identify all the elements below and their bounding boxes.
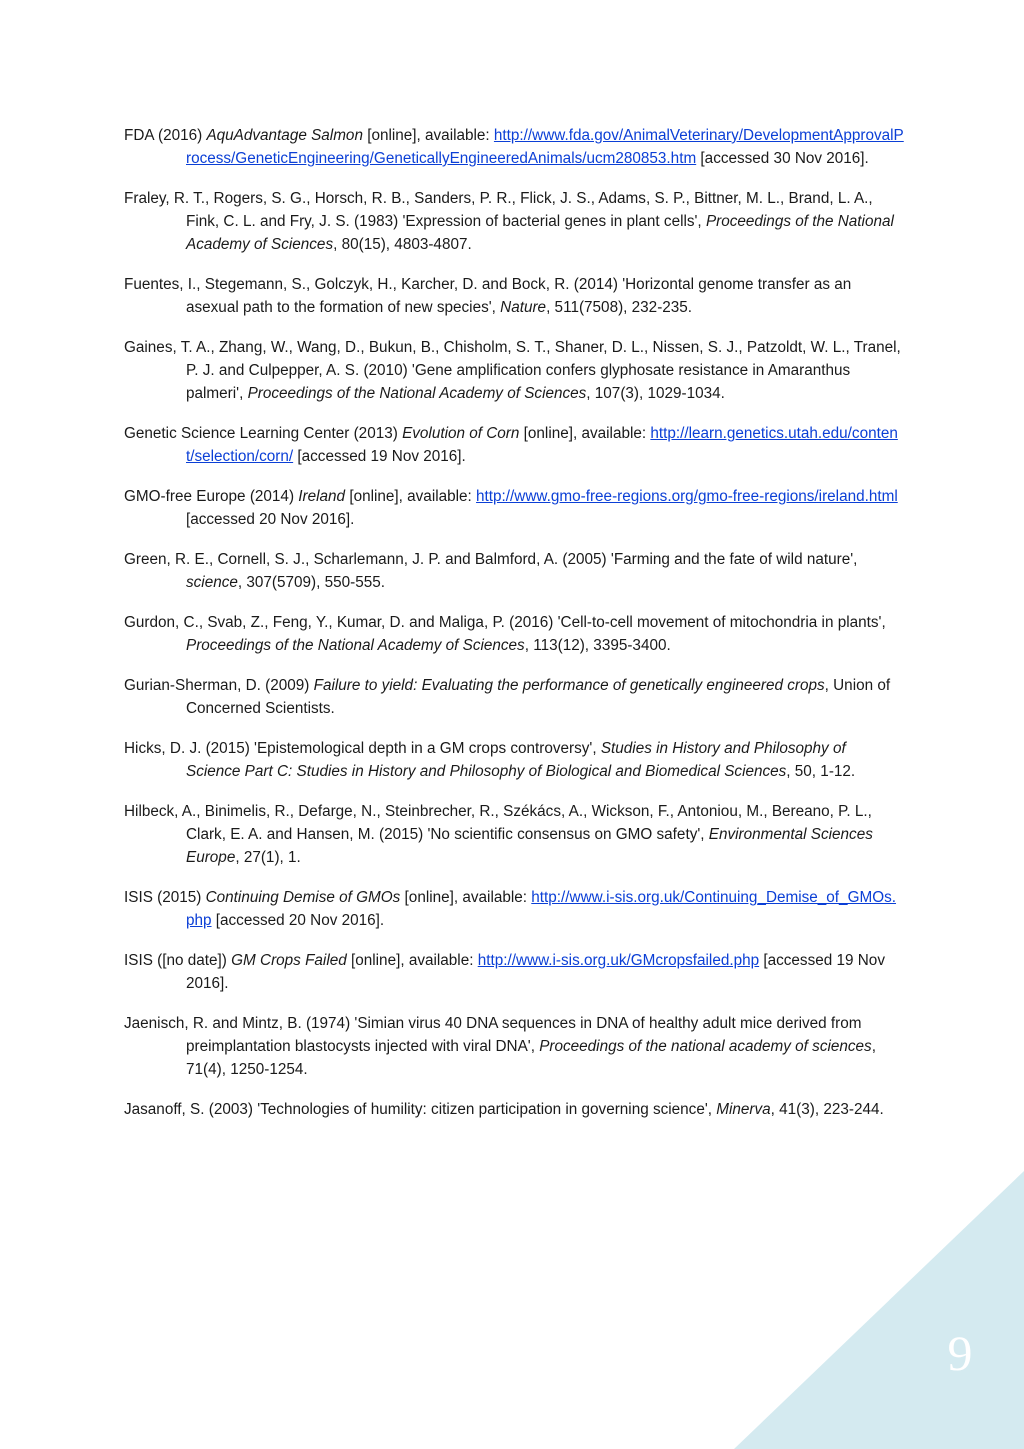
reference-title: Evolution of Corn [402,425,520,442]
reference-text: ISIS (2015) [124,889,206,906]
reference-text: , 41(3), 223-244. [770,1101,884,1118]
reference-text: Fuentes, I., Stegemann, S., Golczyk, H., Karcher, D. and Bock, R. (2014) 'Horizontal genome transfer as an asexual path to the formation of new species', [124,276,852,316]
reference-text: , 107(3), 1029-1034. [586,385,725,402]
reference-title: GM Crops Failed [231,952,347,969]
reference-text: Genetic Science Learning Center (2013) [124,425,403,442]
reference-title: Proceedings of the National Academy of Sciences [247,385,587,402]
reference-entry [124,800,904,869]
reference-link[interactable]: http://www.fda.gov/AnimalVeterinary/DevelopmentApprovalProcess/GeneticEngineering/GeneticallyEngineeredAnimals/ucm280853.htm [186,127,904,167]
reference-text: Gurian-Sherman, D. (2009) [124,677,314,694]
reference-entry [124,611,904,657]
reference-entry [124,737,904,783]
reference-text: [accessed 20 Nov 2016]. [211,912,385,929]
reference-text: FDA (2016) [124,127,207,144]
reference-text: Fraley, R. T., Rogers, S. G., Horsch, R. B., Sanders, P. R., Flick, J. S., Adams, S. P., Bittner, M. L., Brand, L. A., Fink, C. L. and Fry, J. S. (1983) 'Expression of bacterial genes in plant cells', [124,190,873,230]
reference-entry [124,548,904,594]
reference-text: Hilbeck, A., Binimelis, R., Defarge, N., Steinbrecher, R., Székács, A., Wickson, F., Antoniou, M., Bereano, P. L., Clark, E. A. and Hansen, M. (2015) 'No scientific consensus on GMO safety', [124,803,872,843]
reference-text: , 27(1), 1. [235,849,301,866]
reference-title: Proceedings of the National Academy of Sciences [186,213,894,253]
reference-text: Green, R. E., Cornell, S. J., Scharlemann, J. P. and Balmford, A. (2005) 'Farming and the fate of wild nature', [124,551,858,568]
reference-entry [124,886,904,932]
reference-list [124,124,904,1138]
reference-entry [124,336,904,405]
reference-text: Gurdon, C., Svab, Z., Feng, Y., Kumar, D. and Maliga, P. (2016) 'Cell-to-cell movement of mitochondria in plants', [124,614,886,631]
reference-text: [accessed 20 Nov 2016]. [186,511,355,528]
reference-entry [124,485,904,531]
reference-text: Jaenisch, R. and Mintz, B. (1974) 'Simian virus 40 DNA sequences in DNA of healthy adult mice derived from preimplantation blastocysts injected with viral DNA', [124,1015,862,1055]
reference-text: [online], available: [346,952,478,969]
reference-text: [accessed 30 Nov 2016]. [696,150,869,167]
reference-entry [124,1012,904,1081]
reference-text: [online], available: [345,488,477,505]
reference-title: Continuing Demise of GMOs [205,889,401,906]
corner-decoration [734,1171,1024,1449]
reference-entry [124,949,904,995]
reference-entry [124,674,904,720]
reference-text: GMO-free Europe (2014) [124,488,299,505]
reference-text: [accessed 19 Nov 2016]. [293,448,466,465]
reference-text: Gaines, T. A., Zhang, W., Wang, D., Bukun, B., Chisholm, S. T., Shaner, D. L., Nissen, S. J., Patzoldt, W. L., Tranel, P. J. and Culpepper, A. S. (2010) 'Gene amplification confers glyphosate resistance in Amaranthus palmeri', [124,339,901,402]
reference-text: [online], available: [362,127,494,144]
reference-entry [124,124,904,170]
reference-title: Proceedings of the National Academy of Sciences [186,637,525,654]
reference-title: Environmental Sciences Europe [186,826,873,866]
reference-text: Jasanoff, S. (2003) 'Technologies of humility: citizen participation in governing science', [124,1101,717,1118]
reference-link[interactable]: http://www.i-sis.org.uk/Continuing_Demise_of_GMOs.php [186,889,897,929]
reference-title: Proceedings of the national academy of sciences [539,1038,872,1055]
reference-title: Ireland [298,488,346,505]
page-number: 9 [947,1325,973,1381]
reference-entry [124,422,904,468]
reference-entry [124,187,904,256]
reference-entry [124,273,904,319]
reference-text: , 50, 1-12. [786,763,856,780]
reference-title: Nature [500,299,547,316]
reference-link[interactable]: http://www.i-sis.org.uk/GMcropsfailed.php [477,952,760,969]
reference-text: , 307(5709), 550-555. [237,574,386,591]
reference-entry [124,1098,904,1121]
reference-text: , 113(12), 3395-3400. [524,637,671,654]
reference-title: Studies in History and Philosophy of Science Part C: Studies in History and Philosophy of Biological and Biomedical Sciences [186,740,846,780]
reference-link[interactable]: http://www.gmo-free-regions.org/gmo-free-regions/ireland.html [476,488,898,505]
reference-title: AquAdvantage Salmon [206,127,363,144]
reference-text: [online], available: [519,425,651,442]
reference-text: , Union of Concerned Scientists. [186,677,891,717]
reference-text: , 80(15), 4803-4807. [333,236,472,253]
reference-title: science [186,574,238,591]
reference-title: Failure to yield: Evaluating the performance of genetically engineered crops [313,677,825,694]
reference-text: Hicks, D. J. (2015) 'Epistemological depth in a GM crops controversy', [124,740,601,757]
reference-text: [online], available: [400,889,532,906]
reference-link[interactable]: http://learn.genetics.utah.edu/content/selection/corn/ [186,425,898,465]
reference-title: Minerva [716,1101,771,1118]
reference-text: , 71(4), 1250-1254. [186,1038,876,1078]
reference-text: ISIS ([no date]) [124,952,232,969]
reference-text: , 511(7508), 232-235. [546,299,693,316]
reference-text: [accessed 19 Nov 2016]. [186,952,885,992]
